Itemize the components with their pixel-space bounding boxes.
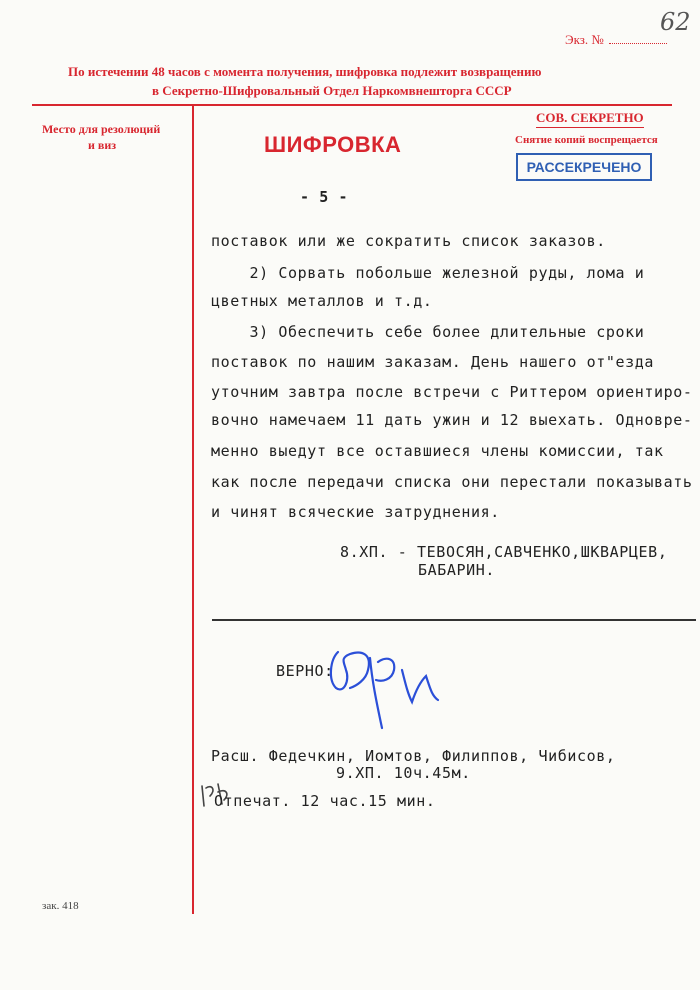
- order-number: зак. 418: [42, 900, 79, 912]
- copy-number-dotted-line: [609, 43, 667, 44]
- resolution-label-line2: и виз: [88, 138, 117, 152]
- body-line-9: как после передачи списка они перестали показывать: [211, 473, 693, 491]
- declassified-stamp: РАССЕКРЕЧЕНО: [516, 153, 652, 181]
- body-line-6: уточним завтра после встречи с Риттером ориентиро-: [211, 383, 693, 401]
- distribution-line-2: 9.XП. 10ч.45м.: [336, 764, 471, 782]
- body-line-3: цветных металлов и т.д.: [211, 292, 433, 310]
- return-notice-line2: в Секретно-Шифровальный Отдел Наркомвнешторга СССР: [152, 83, 512, 98]
- copy-number-label: [565, 32, 667, 48]
- printed-time-line: Отпечат. 12 час.15 мин.: [214, 792, 436, 810]
- signature-line-1: 8.XП. - ТЕВОСЯН,САВЧЕНКО,ШКВАРЦЕВ,: [340, 543, 668, 561]
- page-marker: - 5 -: [300, 188, 349, 206]
- verification-signature: [320, 640, 460, 740]
- header-divider: [32, 104, 672, 106]
- body-line-2: 2) Сорвать побольше железной руды, лома и: [211, 264, 645, 282]
- signature-line-2: БАБАРИН.: [418, 561, 496, 579]
- copy-forbidden-note: Снятие копий воспрещается: [515, 134, 658, 146]
- return-notice-line1: По истечении 48 часов с момента получения, шифровка подлежит возвращению: [68, 64, 542, 79]
- body-line-10: и чинят всяческие затруднения.: [211, 503, 500, 521]
- body-line-7: вочно намечаем 11 дать ужин и 12 выехать. Одновре-: [211, 411, 693, 429]
- copy-number-text: Экз. №: [565, 32, 604, 47]
- verified-label: ВЕРНО:: [276, 662, 334, 680]
- distribution-line-1: Расш. Федечкин, Иомтов, Филиппов, Чибисов,: [211, 747, 616, 765]
- body-separator: [212, 619, 696, 621]
- secret-classification: СОВ. СЕКРЕТНО: [536, 110, 644, 128]
- body-line-8: менно выедут все оставшиеся члены комиссии, так: [211, 442, 664, 460]
- resolution-label-line1: Место для резолюций: [42, 122, 161, 136]
- margin-divider: [192, 104, 194, 914]
- handwritten-page-number: 62: [660, 8, 691, 36]
- document-title: ШИФРОВКА: [264, 132, 402, 157]
- body-line-1: поставок или же сократить список заказов.: [211, 232, 606, 250]
- body-line-5: поставок по нашим заказам. День нашего от"езда: [211, 353, 655, 371]
- body-line-4: 3) Обеспечить себе более длительные сроки: [211, 323, 645, 341]
